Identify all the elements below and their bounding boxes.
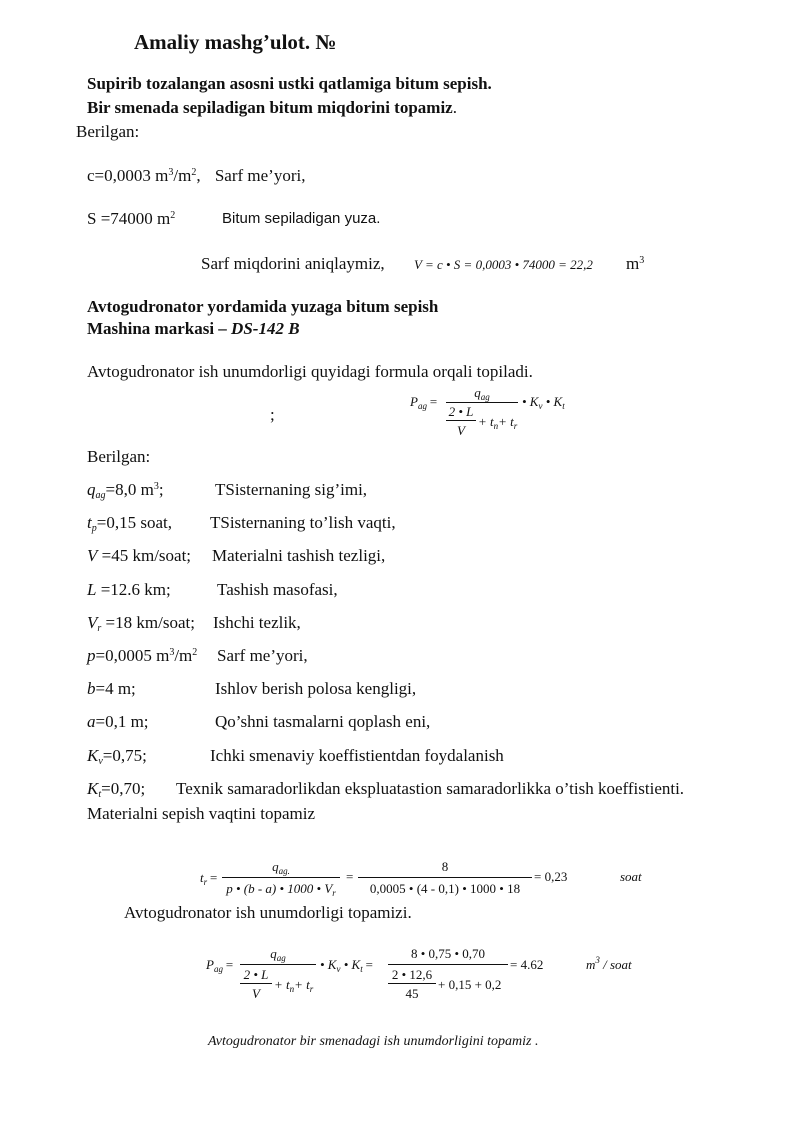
f2-num1 [222,859,340,874]
f3-kt-sub: t [360,964,363,974]
c-unit-sup-2: 2 [191,167,197,178]
parameter-unit-sup-2: 2 [192,647,198,658]
f1-P-sub: ag [417,401,427,411]
f3-bar-1 [240,964,316,965]
f3-inner-bar-2 [388,983,436,984]
parameter-description: Tashish masofasi, [217,579,338,599]
f2-den2: 0,0005 • (4 - 0,1) • 1000 • 18 [369,881,521,896]
s-unit-sup: 2 [170,210,176,221]
parameter-row [87,679,136,699]
parameter-symbol: a [87,712,96,732]
f3-mid [320,957,374,972]
f1-numerator [446,385,518,400]
f2-unit: soat [620,869,642,884]
f3-den2-num: 2 • 12,6 [391,967,433,982]
f1-den-num: 2 • L [448,404,474,419]
section-heading: Avtogudronator yordamida yuzaga bitum sepish [87,297,439,316]
parameter-number: =0,1 m; [95,712,149,732]
f2-lhs [200,870,218,885]
f2-t-sub: r [203,877,208,887]
parameter-number: =0,70; [101,778,146,798]
f1-kt: • K [545,394,563,409]
parameter-row [87,480,164,500]
parameter-symbol-sub: p [91,523,97,535]
f1-P: P [410,394,418,409]
s-value: S =74000 m [87,209,171,228]
machine-brand-line [87,319,300,339]
f3-bar-2 [388,964,508,965]
parameter-value [87,613,195,632]
parameter-value [87,679,136,698]
semicolon: ; [270,405,275,424]
sarf-unit-sup: 3 [639,255,645,266]
machine-brand: DS-142 B [231,319,300,338]
subtitle-line-2-dot: . [452,98,457,117]
f3-tn-sub: n [289,984,295,994]
c-unit-sup-1: 3 [168,167,174,178]
f3-eq: = [224,957,234,972]
f2-den1-text: p • (b - a) • 1000 • V [226,881,333,896]
parameter-value [87,480,164,499]
f2-num2: 8 [441,859,449,874]
parameter-symbol: V [87,612,98,632]
f3-tr-sub: r [309,984,314,994]
f3-den2-tail: + 0,15 + 0,2 [438,977,502,992]
parameter-number: =8,0 m [105,480,154,499]
parameter-row [87,580,171,600]
f3-num2: 8 • 0,75 • 0,70 [410,946,486,961]
subtitle-line-2-text: Bir smenada sepiladigan bitum miqdorini topamiz [87,98,453,117]
c-parameter-line [87,166,305,186]
parameter-number: =18 km/soat; [101,612,195,632]
parameter-number: =0,75; [102,745,147,765]
f3-den-tail [274,977,313,992]
parameter-row [87,646,197,666]
parameter-row [87,712,149,732]
parameter-symbol: b [87,679,96,699]
parameter-number: =45 km/soat; [97,546,192,566]
subtitle-line-2 [87,98,457,118]
f3-den2-den: 45 [405,986,419,1001]
f3-eq2: = [364,957,374,972]
f1-kv-sub: v [538,401,543,411]
f3-unit-rest: / soat [599,957,632,972]
c-comma: , [196,166,201,185]
f1-tn-sub: n [493,421,499,431]
f1-kv: • K [522,394,539,409]
parameter-description: Texnik samaradorlikdan ekspluatastion samaradorlikka o’tish koeffistienti. [176,778,685,798]
f1-tr: + t [498,414,514,429]
parameter-symbol-sub: t [98,788,102,800]
parameter-description: Ishlov berish polosa kengligi, [215,679,417,699]
parameter-symbol-sub: r [97,622,102,634]
productivity-compute-intro: Avtogudronator ish unumdorligi topamizi. [124,903,412,922]
sarf-formula: V = c • S = 0,0003 • 74000 = 22,2 [414,257,593,272]
c-description: Sarf me’yori, [214,166,306,185]
parameter-description: TSisternaning sig’imi, [215,480,368,499]
f2-eq: = [209,870,218,885]
parameter-description: Materialni tashish tezligi, [212,546,386,566]
formula-1-lhs [410,394,438,409]
f3-tr: + t [294,977,310,992]
f2-den1 [222,881,340,896]
f3-result: = 4.62 [510,957,544,972]
f2-q: q [272,859,279,874]
subtitle-line-1: Supirib tozalangan asosni ustki qatlamiga bitum sepish. [87,74,492,93]
machine-brand-prefix: Mashina markasi – [87,319,232,338]
f3-lhs [206,957,234,972]
parameter-row [87,513,172,533]
f3-inner-bar-1 [240,983,272,984]
f1-den-tail [478,414,517,429]
f3-q-sub: ag [276,953,286,963]
parameter-description: Sarf me’yori, [217,646,308,665]
f1-den-den: V [457,423,465,438]
f3-tn: + t [274,977,290,992]
f3-unit [586,957,632,972]
parameter-description: Qo’shni tasmalarni qoplash eni, [215,712,431,732]
parameter-description: Ishchi tezlik, [213,612,301,632]
f3-q: q [270,946,277,961]
closing-line: Avtogudronator bir smenadagi ish unumdorligini topamiz . [208,1034,539,1049]
f3-kv: • K [320,957,337,972]
s-parameter-line [87,209,175,229]
f3-unit-sup: 3 [595,955,600,965]
f2-result: = 0,23 [534,869,568,884]
parameter-value [87,746,147,765]
parameter-symbol-sub: ag [95,490,106,501]
parameter-value [87,546,191,565]
parameter-value [87,580,171,599]
parameter-symbol-sub: v [98,755,103,767]
parameter-unit-post: ; [158,480,164,499]
f1-kt-sub: t [562,401,565,411]
f2-q-sub: ag. [278,866,290,876]
parameter-number: =12.6 km; [96,579,171,599]
f1-tn: + t [478,414,494,429]
f3-unit-m: m [586,957,596,972]
parameter-number: =4 m; [95,679,136,699]
parameter-symbol: K [87,745,99,765]
f2-den1-sub: r [332,888,336,898]
f3-num [240,946,316,961]
f3-den-num: 2 • L [243,967,269,982]
parameter-description: Ichki smenaviy koeffistientdan foydalanish [210,745,504,765]
parameter-row [87,546,191,566]
parameter-unit-sup: 3 [153,481,159,492]
parameter-symbol: q [87,480,96,499]
f2-t: t [200,870,204,885]
f1-tail [522,394,565,409]
f3-P-sub: ag [213,964,223,974]
sarf-text: Sarf miqdorini aniqlaymiz, [201,254,385,273]
parameter-value [87,513,172,535]
f1-q-sub: ag [480,392,490,402]
sarf-unit-m: m [626,254,640,273]
f1-q: q [474,385,481,400]
given-heading-2: Berilgan: [87,447,151,466]
parameter-number: =0,0005 m [95,646,170,665]
parameter-row [87,779,145,799]
f1-tr-sub: r [513,421,518,431]
f3-kv-sub: v [336,964,341,974]
productivity-intro: Avtogudronator ish unumdorligi quyidagi formula orqali topiladi. [87,362,533,381]
parameter-unit-post: /m [174,646,193,665]
c-unit-mid: /m [173,166,192,185]
parameter-value [87,712,149,731]
f2-bar-2 [358,877,532,878]
f2-eq2: = [346,869,354,884]
parameter-row [87,613,195,633]
f3-kt: • K [343,957,361,972]
parameter-symbol: L [87,579,97,599]
parameter-value [87,779,145,798]
parameter-symbol: p [87,646,96,665]
f3-P: P [206,957,214,972]
parameter-symbol: V [87,546,98,566]
s-description: Bitum sepiladigan yuza. [222,210,381,227]
parameter-description: TSisternaning to’lish vaqti, [210,513,396,533]
f3-den-den: V [252,986,260,1001]
page-title: Amaliy mashg’ulot. № [134,30,337,54]
c-value: c=0,0003 m [87,166,169,185]
f1-fraction-bar [446,402,518,403]
parameter-number: =0,15 soat, [96,513,172,533]
parameter-row [87,746,147,766]
parameter-symbol: K [87,778,99,798]
f2-bar-1 [222,877,340,878]
parameter-value [87,646,197,665]
time-intro: Materialni sepish vaqtini topamiz [87,804,316,823]
parameter-symbol: t [87,513,92,533]
f1-eq: = [428,394,438,409]
parameter-unit-sup: 3 [169,647,175,658]
f1-inner-bar [446,420,476,421]
sarf-unit [626,254,644,274]
given-heading-1: Berilgan: [76,122,140,141]
